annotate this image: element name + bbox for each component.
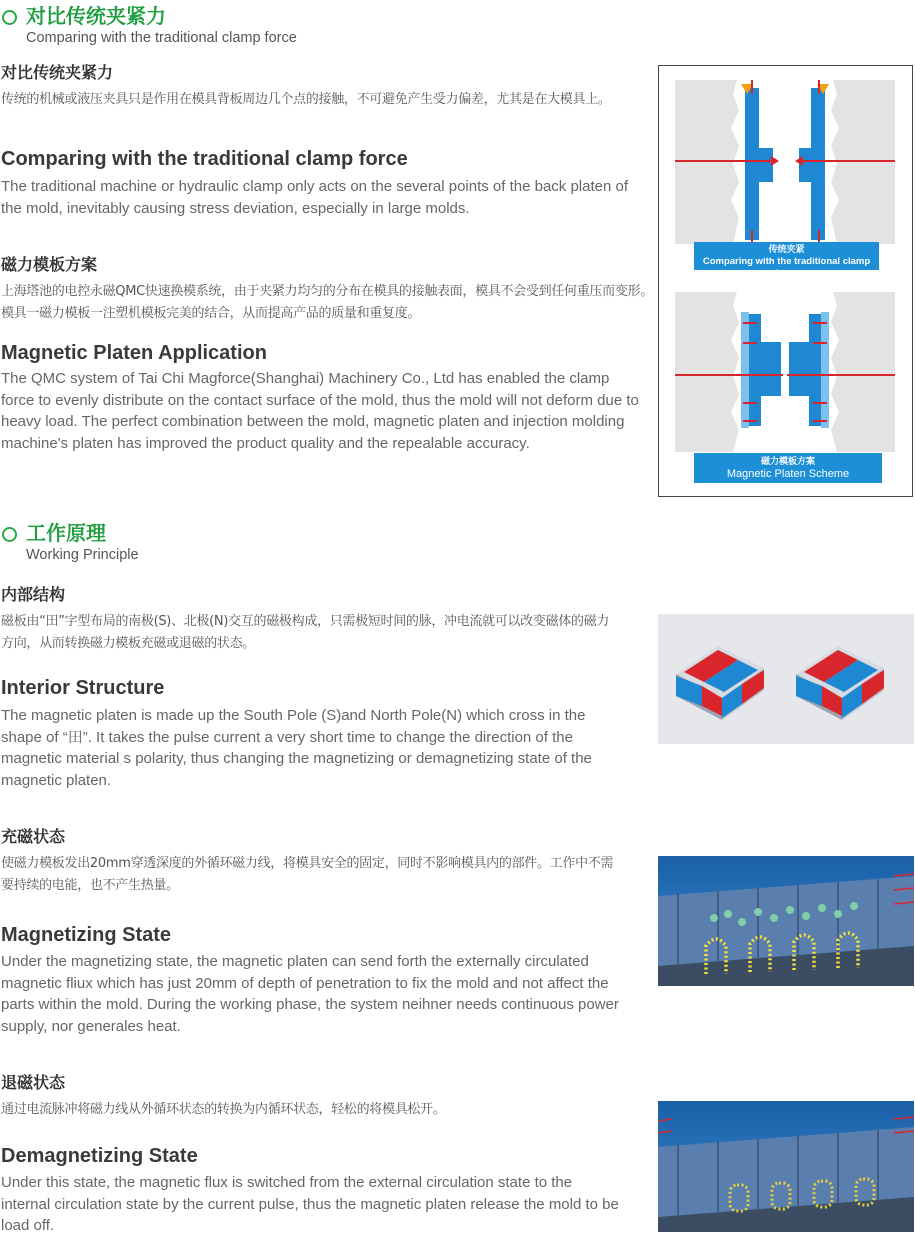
heading-cn: 充磁状态 bbox=[1, 827, 66, 846]
figure-caption-traditional bbox=[694, 242, 879, 279]
paragraph-en: The traditional machine or hydraulic clamp only acts on the several points of the back platen of the mold, inevitably causing stress deviation, especially in large molds. bbox=[1, 178, 629, 217]
paragraph-cn: 传统的机械或液压夹具只是作用在模具背板周边几个点的接触，不可避免产生受力偏差，尤其是在大模具上。 bbox=[1, 92, 611, 107]
heading-cn: 内部结构 bbox=[1, 585, 66, 604]
heading-en: Magnetizing State bbox=[1, 924, 172, 946]
section-title: 对比传统夹紧力 bbox=[26, 4, 166, 28]
heading-en: Comparing with the traditional clamp force bbox=[1, 148, 408, 170]
caption-en: Magnetic Platen Scheme bbox=[726, 468, 850, 480]
heading-en: Demagnetizing State bbox=[1, 1145, 198, 1167]
paragraph-en: Under this state, the magnetic flux is switched from the external circulation state to the internal circulation state by the current pulse, thus the magnetic platen release the mold to be load off. bbox=[1, 1174, 619, 1234]
paragraph-en: The QMC system of Tai Chi Magforce(Shanghai) Machinery Co., Ltd has enabled the clamp force to evenly distribute on the contact surface of the mold, thus the mold will not deform due to heavy load. The perfect combination between the mold, magnetic platen and injection molding machine's platen has improved the product quality and the repealable accuracy. bbox=[1, 370, 639, 452]
paragraph-en: The magnetic platen is made up the South Pole (S)and North Pole(N) which cross in the shape of “田”. It takes the pulse current a very short time to change the direction of the magnetic material s polarity, thus changing the magnetizing or demagnetizing state of the magnetic platen. bbox=[1, 707, 592, 789]
circle-bullet-icon bbox=[2, 527, 17, 542]
clamp-comparison-figure bbox=[658, 65, 913, 497]
demagnetizing-state-photo bbox=[658, 1101, 914, 1232]
heading-cn: 退磁状态 bbox=[1, 1073, 66, 1092]
caption-en: Comparing with the traditional clamp force bbox=[702, 256, 871, 279]
caption-cn: 磁力模板方案 bbox=[760, 457, 815, 467]
paragraph-cn: 通过电流脉冲将磁力线从外循环状态的转换为内循环状态，轻松的将模具松开。 bbox=[1, 1102, 446, 1117]
heading-cn: 对比传统夹紧力 bbox=[1, 63, 114, 82]
interior-structure-photo bbox=[658, 614, 914, 744]
magnetic-platen-diagram bbox=[675, 292, 895, 452]
circle-bullet-icon bbox=[2, 10, 17, 25]
paragraph-cn: 使磁力模板发出20mm穿透深度的外循环磁力线，将模具安全的固定，同时不影响模具内的部件。工作中不需要持续的电能，也不产生热量。 bbox=[1, 856, 614, 893]
caption-cn: 传统夹紧 bbox=[768, 245, 805, 255]
heading-en: Interior Structure bbox=[1, 677, 165, 699]
traditional-clamp-diagram bbox=[675, 80, 895, 244]
section-subtitle: Working Principle bbox=[26, 547, 139, 563]
magnetizing-state-photo bbox=[658, 856, 914, 986]
paragraph-cn: 上海塔池的电控永磁QMC快速换模系统，由于夹紧力均匀的分布在模具的接触表面，模具不会受到任何重压而变形。模具一磁力模板一注塑机模板完美的结合，从而提高产品的质量和重复度。 bbox=[1, 284, 653, 321]
paragraph-cn: 磁板由“田”字型布局的南极(S)、北极(N)交互的磁极构成，只需极短时间的脉，冲电流就可以改变磁体的磁力方向，从而转换磁力模板充磁或退磁的状态。 bbox=[1, 614, 610, 651]
section-title: 工作原理 bbox=[26, 521, 106, 545]
figure-caption-magnetic bbox=[694, 453, 882, 483]
section-subtitle: Comparing with the traditional clamp force bbox=[26, 30, 297, 46]
heading-en: Magnetic Platen Application bbox=[1, 342, 267, 364]
paragraph-en: Under the magnetizing state, the magnetic platen can send forth the externally circulated magnetic fliux which has just 20mm of depth of penetration to fix the mold and not affect the parts within the mold. During the working phase, the system neihner needs continuous power supply, nor generales heat. bbox=[1, 953, 619, 1035]
heading-cn: 磁力模板方案 bbox=[1, 255, 98, 274]
